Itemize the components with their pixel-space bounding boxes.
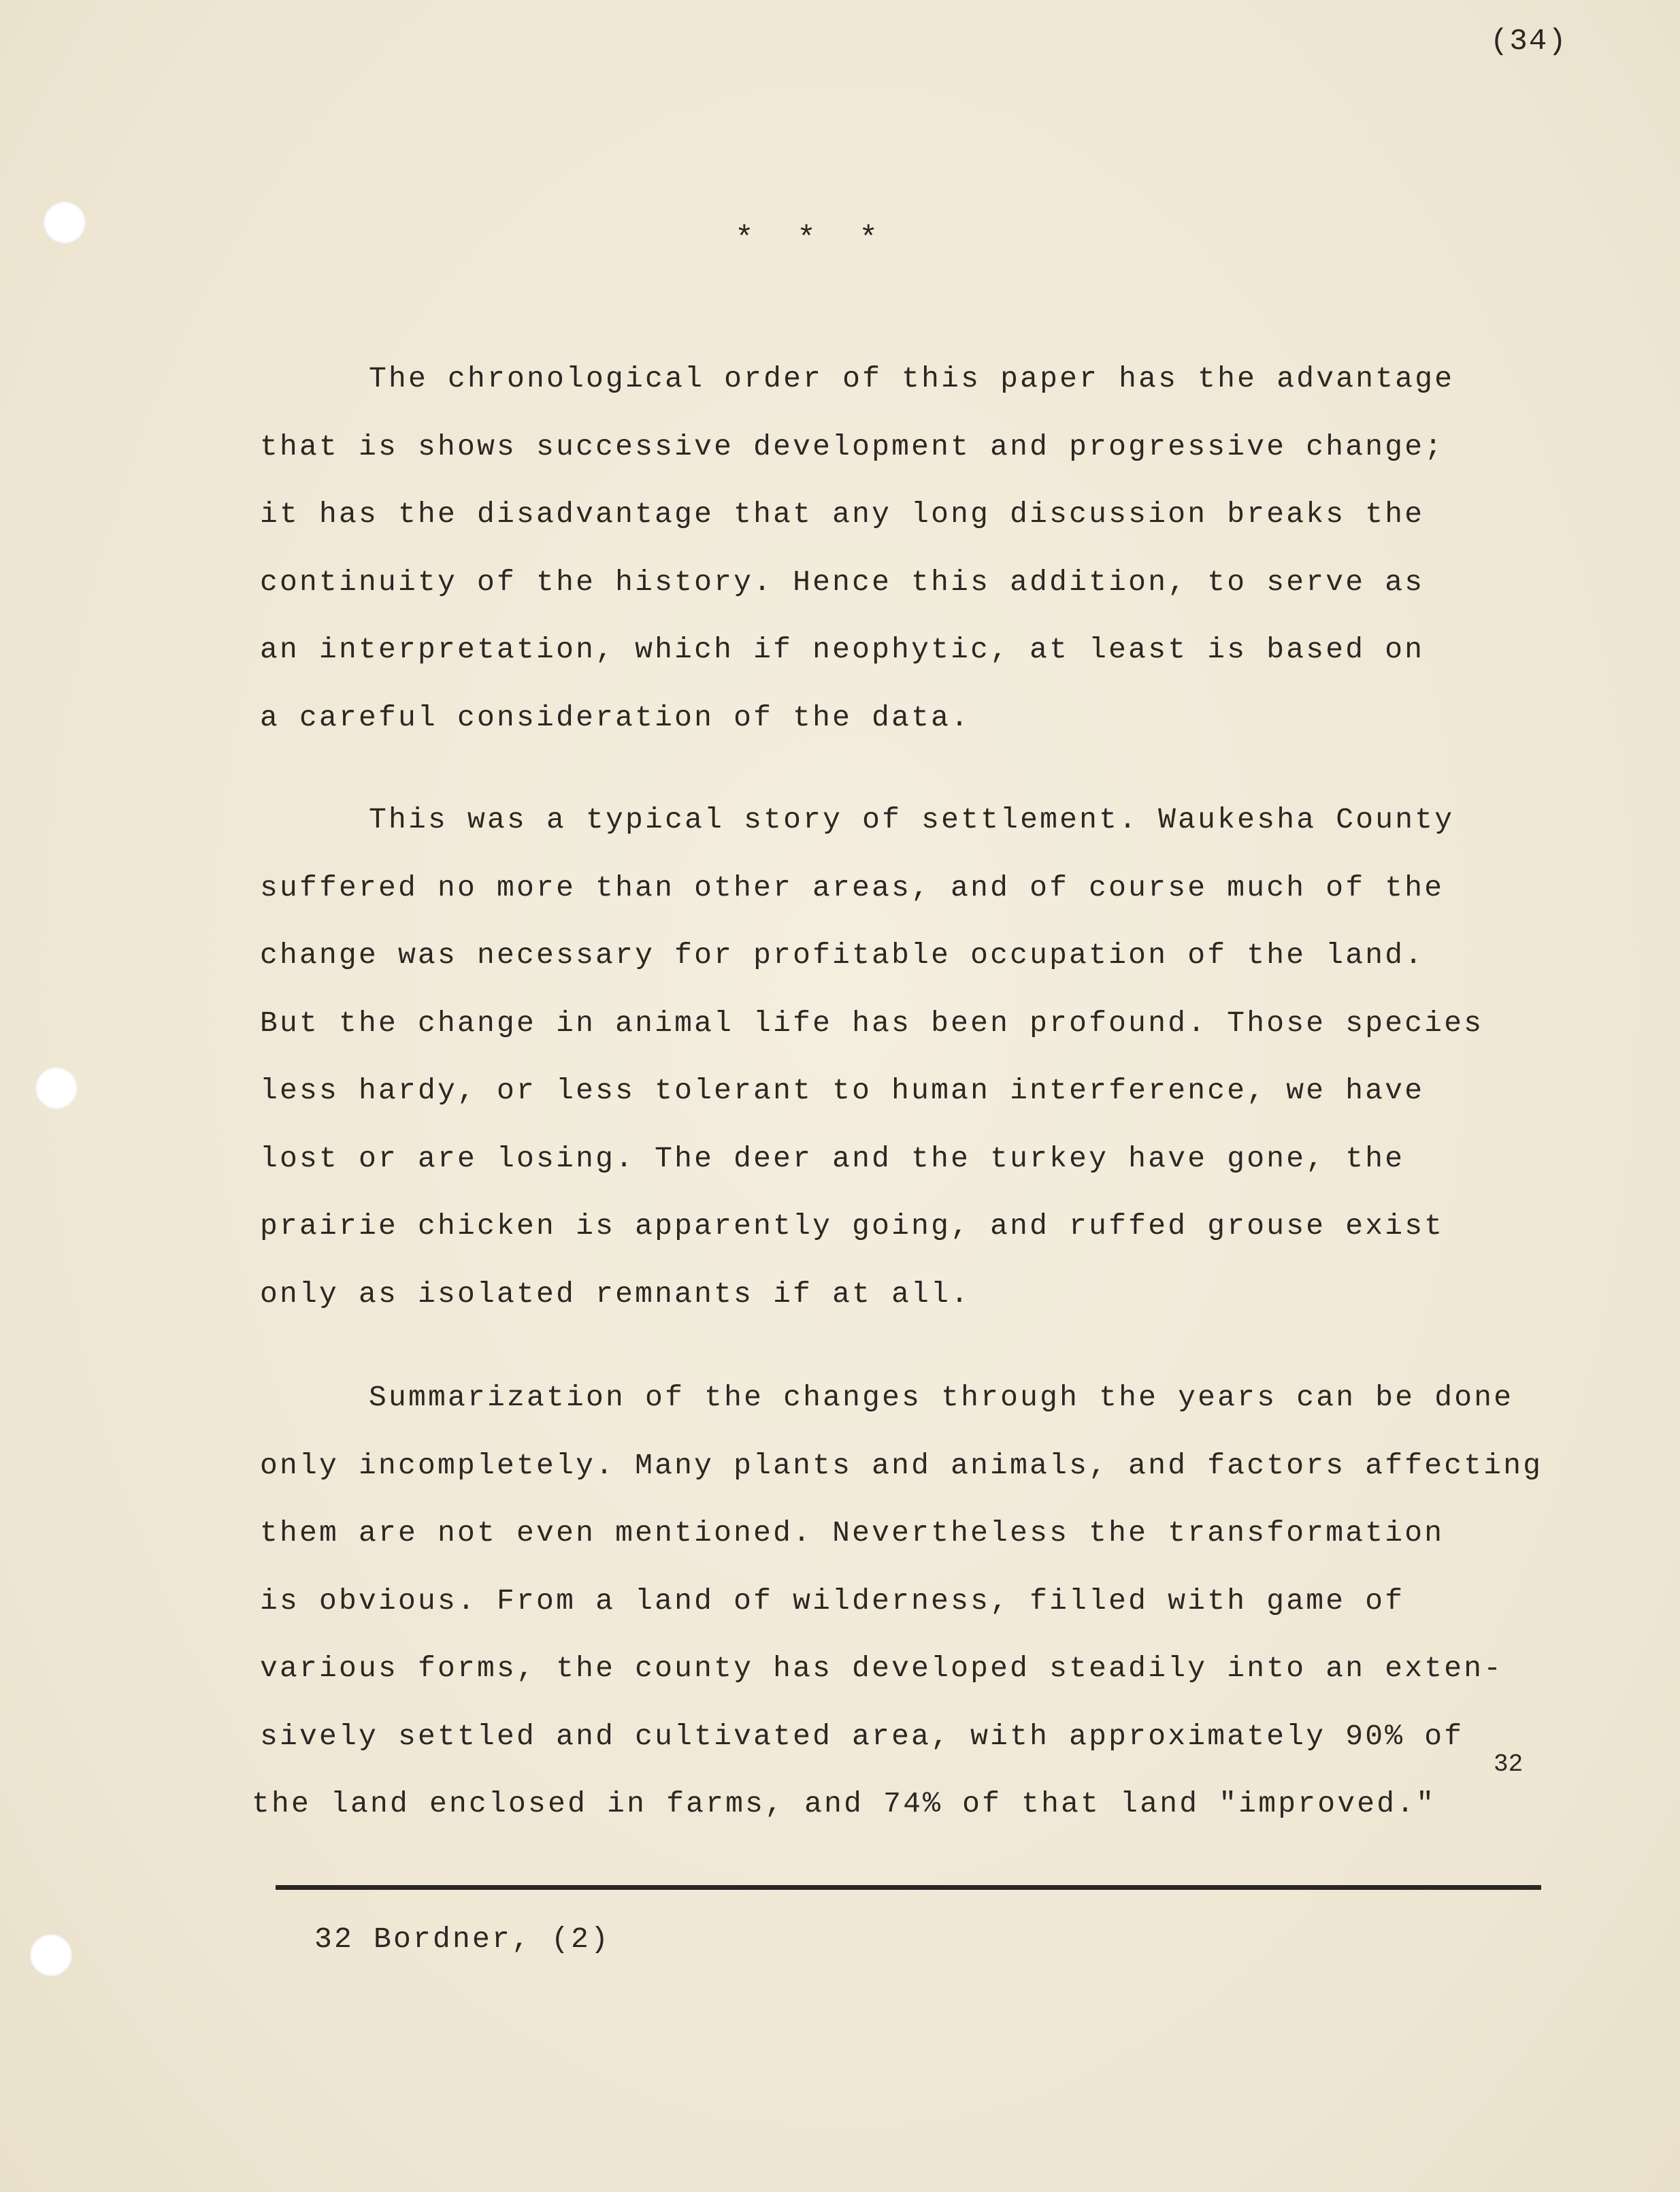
text-line: them are not even mentioned. Nevertheless the transformation <box>260 1516 1445 1550</box>
text-line: less hardy, or less tolerant to human interference, we have <box>260 1074 1425 1107</box>
text-line: only as isolated remnants if at all. <box>260 1277 971 1311</box>
text-line: a careful consideration of the data. <box>260 700 971 734</box>
text-line: Summarization of the changes through the years can be done <box>369 1381 1514 1414</box>
paragraph-2 <box>260 786 1566 1328</box>
text-line: But the change in animal life has been profound. Those species <box>260 1006 1484 1040</box>
punch-hole <box>35 1067 78 1109</box>
text-line: only incompletely. Many plants and animals, and factors affecting <box>260 1448 1543 1482</box>
text-line: various forms, the county has developed steadily into an exten- <box>260 1652 1504 1685</box>
text-line: that is shows successive development and progressive change; <box>260 429 1445 463</box>
text-line: lost or are losing. The deer and the turkey have gone, the <box>260 1141 1405 1175</box>
paragraph-3 <box>252 1364 1566 1838</box>
punch-hole <box>30 1934 72 1976</box>
page-number: (34) <box>1490 24 1568 59</box>
text-line: an interpretation, which if neophytic, at least is based on <box>260 633 1425 666</box>
footnote-reference-marker: 32 <box>1494 1750 1523 1778</box>
text-line: change was necessary for profitable occupation of the land. <box>260 938 1425 972</box>
text-line: The chronological order of this paper has the advantage <box>369 362 1455 395</box>
text-line: sively settled and cultivated area, with approximately 90% of <box>260 1719 1464 1753</box>
text-line: This was a typical story of settlement. Waukesha County <box>369 803 1455 836</box>
section-separator: * * * <box>735 221 891 257</box>
text-line: prairie chicken is apparently going, and ruffed grouse exist <box>260 1209 1445 1243</box>
text-line: the land enclosed in farms, and 74% of that land "improved." <box>252 1787 1436 1820</box>
paragraph-1 <box>260 345 1566 751</box>
footnote-rule <box>276 1885 1541 1890</box>
footnote: 32 Bordner, (2) <box>314 1923 611 1956</box>
text-line: suffered no more than other areas, and of course much of the <box>260 870 1445 904</box>
text-line: is obvious. From a land of wilderness, filled with game of <box>260 1584 1405 1618</box>
punch-hole <box>44 201 86 244</box>
text-line: it has the disadvantage that any long discussion breaks the <box>260 497 1425 531</box>
text-line: continuity of the history. Hence this addition, to serve as <box>260 565 1425 599</box>
